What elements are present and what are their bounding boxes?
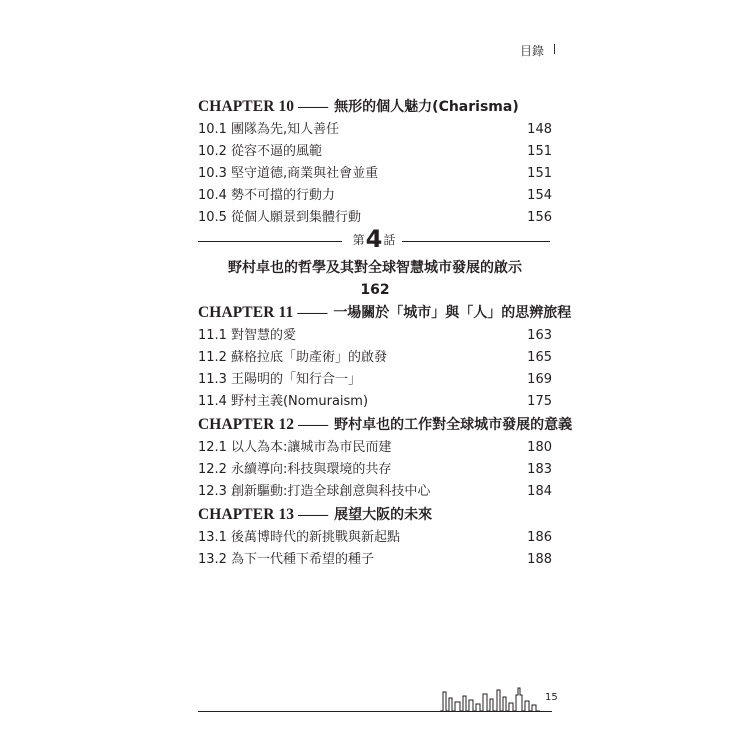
entry-title: 永續導向:科技與環境的共存 [230,462,392,477]
chapter-11-heading[interactable] [198,301,572,325]
toc-entry[interactable] [198,325,552,347]
toc-entry[interactable] [198,549,552,571]
separator-rule-left [198,241,342,242]
entry-number: 10.2 [198,144,227,159]
part-label-number: 4 [365,225,383,253]
entry-number: 10.3 [198,166,227,181]
entry-title: 創新驅動:打造全球創意與科技中心 [230,484,431,499]
part-page-number: 162 [360,282,390,298]
entry-number: 11.4 [198,394,227,409]
entry-title: 勢不可擋的行動力 [230,188,335,203]
toc-entry[interactable] [198,481,552,503]
toc-entry[interactable] [198,369,552,391]
chapter-number: CHAPTER 13 [198,506,295,523]
toc-entry[interactable] [198,185,552,207]
chapter-dash: —— [298,507,329,523]
chapter-number: CHAPTER 10 [198,98,295,115]
entry-number: 12.1 [198,440,227,455]
city-skyline-icon [440,684,540,712]
entry-page: 148 [527,122,552,137]
chapter-12-heading[interactable] [198,413,573,437]
chapter-title: 野村卓也的工作對全球城市發展的意義 [334,417,573,433]
chapter-10-heading[interactable] [198,95,552,119]
entry-title: 對智慧的愛 [230,328,296,343]
chapter-number: CHAPTER 12 [198,416,295,433]
separator-rule-right [402,241,550,242]
entry-number: 10.5 [198,210,227,225]
entry-number: 13.1 [198,530,227,545]
entry-number: 12.3 [198,484,227,499]
chapter-title: 無形的個人魅力(Charisma) [334,99,519,115]
header-divider [554,44,555,54]
chapter-number: CHAPTER 11 [198,304,294,321]
part-label-suffix: 話 [383,233,396,247]
entry-title: 野村主義(Nomuraism) [230,394,369,409]
entry-page: 154 [527,188,552,203]
entry-number: 11.3 [198,372,227,387]
entry-page: 184 [527,484,552,499]
entry-page: 188 [527,552,552,567]
entry-page: 165 [527,350,552,365]
entry-page: 186 [527,530,552,545]
entry-title: 從個人願景到集體行動 [230,210,361,225]
part-label-prefix: 第 [352,233,365,247]
entry-title: 蘇格拉底「助產術」的啟發 [230,350,387,365]
toc-entry[interactable] [198,119,552,141]
toc-entry[interactable] [198,347,552,369]
entry-page: 151 [527,166,552,181]
chapter-title: 展望大阪的未來 [334,507,433,523]
entry-title: 從容不逼的風範 [230,144,322,159]
toc-entry[interactable] [198,163,552,185]
entry-page: 163 [527,328,552,343]
table-of-contents [198,95,573,571]
chapter-dash: —— [298,417,329,433]
chapter-dash: —— [297,305,328,321]
entry-page: 180 [527,440,552,455]
chapter-dash: —— [298,99,329,115]
toc-entry[interactable] [198,459,552,481]
entry-title: 堅守道德,商業與社會並重 [230,166,379,181]
chapter-13-heading[interactable] [198,503,552,527]
entry-number: 11.1 [198,328,227,343]
entry-title: 以人為本:讓城市為市民而建 [230,440,392,455]
entry-page: 183 [527,462,552,477]
entry-page: 151 [527,144,552,159]
entry-number: 11.2 [198,350,227,365]
toc-entry[interactable] [198,391,552,413]
entry-number: 10.4 [198,188,227,203]
part-title[interactable]: 野村卓也的哲學及其對全球智慧城市發展的啟示 [228,260,522,276]
page-number: 15 [545,692,558,703]
entry-page: 169 [527,372,552,387]
entry-title: 王陽明的「知行合一」 [230,372,361,387]
footer-rule [198,711,552,712]
entry-page: 156 [527,210,552,225]
entry-number: 10.1 [198,122,227,137]
toc-entry[interactable] [198,437,552,459]
toc-entry[interactable] [198,141,552,163]
section-label: 目錄 [520,44,545,58]
entry-title: 為下一代種下希望的種子 [230,552,374,567]
entry-title: 團隊為先,知人善任 [230,122,340,137]
entry-number: 13.2 [198,552,227,567]
entry-page: 175 [527,394,552,409]
part-separator [198,225,552,253]
entry-title: 後萬博時代的新挑戰與新起點 [230,530,400,545]
toc-entry[interactable] [198,527,552,549]
entry-number: 12.2 [198,462,227,477]
part-label [346,225,402,253]
chapter-title: 一場關於「城市」與「人」的思辨旅程 [333,305,572,321]
